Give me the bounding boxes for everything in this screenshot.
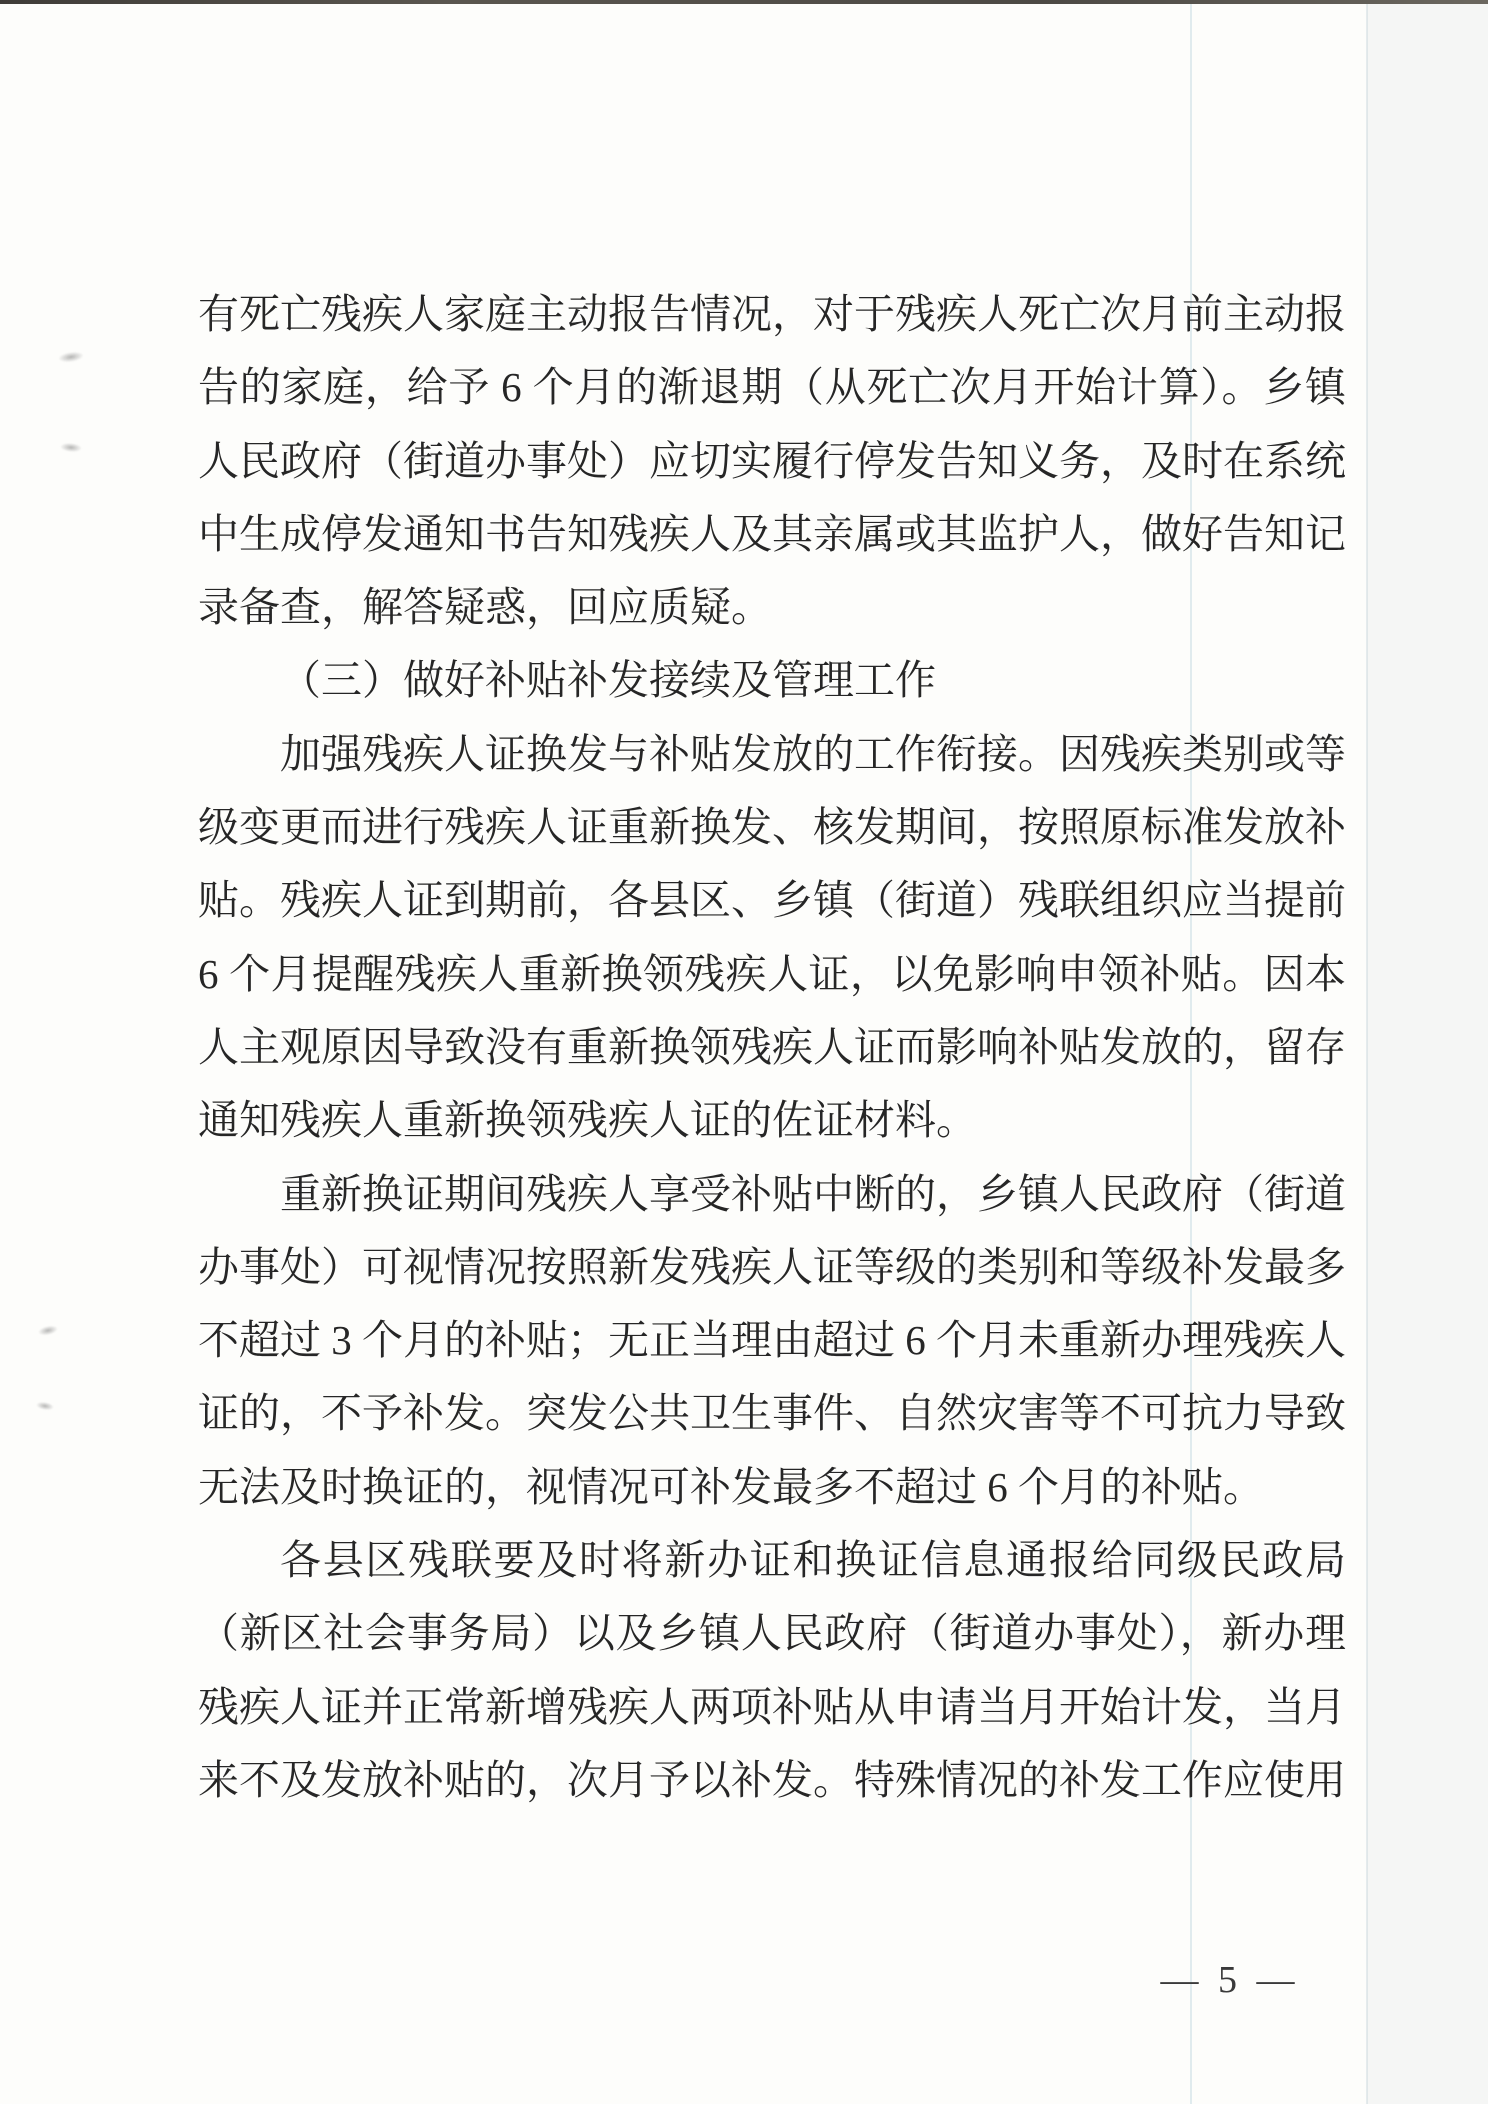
text-line: 通知残疾人重新换领残疾人证的佐证材料。: [198, 1097, 977, 1144]
text-line: 加强残疾人证换发与补贴发放的工作衔接。因残疾类别或等: [280, 730, 1346, 777]
text-line: 不超过 3 个月的补贴；无正当理由超过 6 个月未重新办理残疾人: [198, 1317, 1346, 1364]
text-line: 残疾人证并正常新增残疾人两项补贴从申请当月开始计发，当月: [198, 1683, 1346, 1730]
page-number: — 5 —: [1160, 1959, 1300, 2001]
scan-smudge: [37, 1324, 58, 1337]
scan-smudge: [60, 442, 83, 453]
text-line: 人主观原因导致没有重新换领残疾人证而影响补贴发放的，留存: [198, 1023, 1346, 1070]
scan-line-artifact: [1366, 4, 1368, 2104]
scan-top-edge: [0, 0, 1488, 4]
text-line: 级变更而进行残疾人证重新换发、核发期间，按照原标准发放补: [198, 804, 1346, 851]
scan-smudge: [57, 350, 84, 364]
scan-smudge: [35, 1401, 54, 1412]
text-line: 来不及发放补贴的，次月予以补发。特殊情况的补发工作应使用: [198, 1756, 1346, 1803]
text-line: （新区社会事务局）以及乡镇人民政府（街道办事处），新办理: [198, 1610, 1346, 1657]
text-line: 重新换证期间残疾人享受补贴中断的，乡镇人民政府（街道: [280, 1170, 1346, 1217]
text-line: 6 个月提醒残疾人重新换领残疾人证，以免影响申领补贴。因本: [198, 950, 1346, 997]
body-text: [198, 278, 1346, 1817]
text-line: 办事处）可视情况按照新发残疾人证等级的类别和等级补发最多: [198, 1243, 1346, 1290]
text-line: 各县区残联要及时将新办证和换证信息通报给同级民政局: [280, 1537, 1346, 1584]
text-line: 中生成停发通知书告知残疾人及其亲属或其监护人，做好告知记: [198, 510, 1346, 557]
text-line: 证的，不予补发。突发公共卫生事件、自然灾害等不可抗力导致: [198, 1390, 1346, 1437]
text-line: 录备查，解答疑惑，回应质疑。: [198, 584, 772, 631]
text-line: 告的家庭，给予 6 个月的渐退期（从死亡次月开始计算）。乡镇: [198, 364, 1346, 411]
text-line: 无法及时换证的，视情况可补发最多不超过 6 个月的补贴。: [198, 1463, 1264, 1510]
text-line: 贴。残疾人证到期前，各县区、乡镇（街道）残联组织应当提前: [198, 877, 1346, 924]
scan-shade-band: [1367, 4, 1488, 2104]
section-heading: （三）做好补贴补发接续及管理工作: [280, 657, 936, 704]
text-line: 有死亡残疾人家庭主动报告情况，对于残疾人死亡次月前主动报: [198, 291, 1346, 337]
text-line: 人民政府（街道办事处）应切实履行停发告知义务，及时在系统: [198, 437, 1346, 484]
